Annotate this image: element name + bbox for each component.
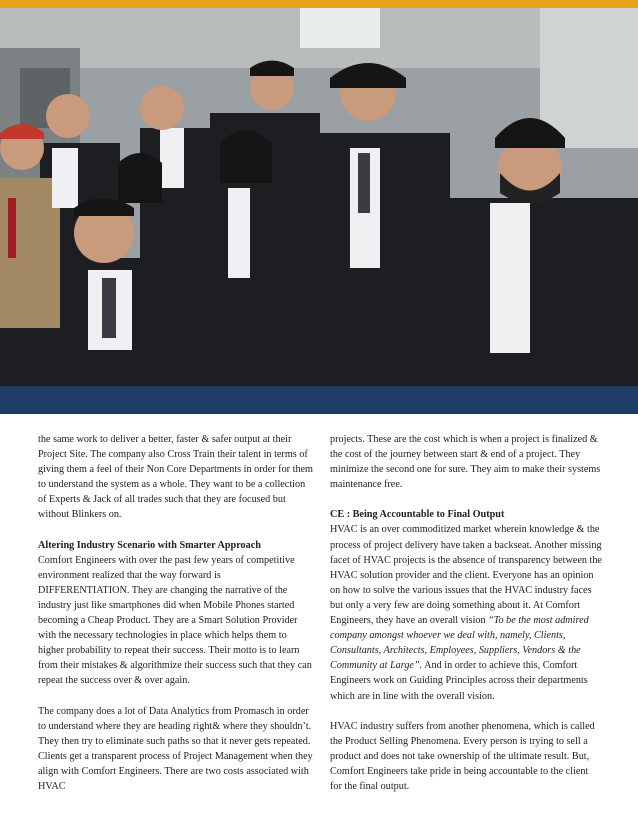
right-text-column [330, 432, 602, 794]
right-section-heading: CE : Being Accountable to Final Output [330, 509, 505, 521]
vision-intro: HVAC is an over commoditized market wherein knowledge & the process of project delivery have taken a backseat. Another missing facet of HVAC projects is the absence of transparency between the HVAC solution provider and the client. Everyone has an opinion on how to solve the various issues that the HVAC industry faces but only a very few are doing something about it. At Comfort Engineers, they have an overall vision [330, 524, 602, 627]
right-paragraph-2 [330, 522, 602, 703]
left-section-heading: Altering Industry Scenario with Smarter Approach [38, 539, 261, 551]
left-text-column [38, 432, 314, 794]
group-photo-icon [0, 8, 638, 386]
right-paragraph-1: projects. These are the cost which is when a project is finalized & the cost of the journey between start & end of a project. They minimize the second one for sure. They aim to make their systems maintenance free. [330, 434, 601, 491]
top-accent-bar [0, 0, 638, 8]
left-paragraph-2: Comfort Engineers with over the past few years of competitive environment realized that the way forward is DIFFERENTIATION. They are changing the narrative of the industry just like smartphones did when Mobile Phones started becoming a Cheap Product. They are a Smart Solution Provider with the necessary technologies in place which helps them to higher probability to repeat their success. Their motto is to learn from their mistakes & algorithmize their success such that they can repeat the success over & over again. [38, 554, 312, 687]
left-paragraph-1: the same work to deliver a better, faster & safer output at their Project Site. The company also Cross Train their talent in terms of giving them a feel of their Non Core Departments in order for them to understand the system as a whole. They want to be a collection of Experts & Jack of all trades such that they are focused but without Blinkers on. [38, 434, 313, 521]
vision-quote: “To be the most admired company amongst whoever we deal with, namely, Clients, Consultants, Architects, Employees, Suppliers, Vendors & the Community at Large”. [330, 615, 589, 672]
blue-divider-band [0, 386, 638, 414]
vision-outro: And in order to achieve this, Comfort Engineers work on Guiding Principles across their departments which are in line with the overall vision. [330, 660, 588, 702]
group-photo [0, 8, 638, 386]
left-paragraph-3: The company does a lot of Data Analytics from Promasch in order to understand where they are heading right& where they shouldn’t. They then try to eliminate such paths so that it never gets repeated. Clients get a transparent process of Project Management when they align with Comfort Engineers. There are two costs associated with HVAC [38, 705, 313, 792]
right-paragraph-3: HVAC industry suffers from another phenomena, which is called the Product Selling Phenomena. Every person is trying to sell a product and does not take ownership of the ultimate result. But, Comfort Engineers take pride in being accountable to the client for the final output. [330, 720, 595, 792]
